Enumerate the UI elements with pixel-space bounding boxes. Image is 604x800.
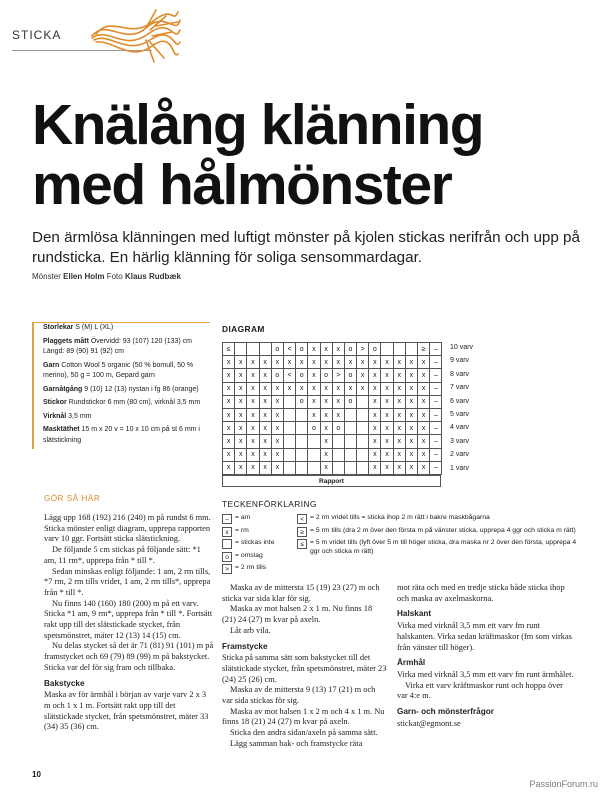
chart-cell: x [308, 408, 320, 421]
chart-cell: x [235, 448, 247, 461]
chart-cell: x [235, 435, 247, 448]
chart-cell: x [247, 395, 259, 408]
chart-cell: x [405, 448, 417, 461]
chart-cell [283, 435, 295, 448]
instructions-column-2 [222, 583, 388, 750]
chart-cell: x [223, 461, 235, 474]
spec-label: Garn [43, 361, 60, 369]
spec-item [43, 323, 210, 334]
chart-cell: x [418, 369, 430, 382]
chart-cell: x [235, 395, 247, 408]
chart-cell: x [223, 422, 235, 435]
chart-cell: x [381, 408, 393, 421]
chart-cell: o [296, 395, 308, 408]
spec-label: Storlekar [43, 324, 74, 331]
chart-cell: ≤ [223, 343, 235, 356]
chart-cell: < [283, 369, 295, 382]
chart-cell: x [369, 382, 381, 395]
legend-text: = am [235, 514, 251, 521]
chart-cell: x [320, 435, 332, 448]
spec-text: Övervidd: 93 (107) 120 (133) cm Längd: 89 (90) 91 (92) cm [43, 337, 193, 355]
yarn-skein-icon [86, 6, 184, 66]
credit-pattern-label: Mönster [32, 272, 61, 281]
legend-symbol: < [297, 514, 307, 524]
legend-row [297, 539, 587, 556]
chart-cell: o [296, 343, 308, 356]
chart-cell: x [332, 408, 344, 421]
chart-cell: ≥ [418, 343, 430, 356]
chart-cell: x [418, 435, 430, 448]
chart-cell: o [320, 369, 332, 382]
chart-cell: x [296, 356, 308, 369]
chart-row-label: 2 varv [450, 451, 470, 459]
subheading: Ärmhål [397, 658, 426, 668]
paragraph: Sedan minskas enligt följande: 1 am, 2 rm tills, *7 rm, 2 rm tills vridet, 1 am, 2 rm tills*, upprepa från * till *. [44, 566, 211, 597]
paragraph: Virka med virknål 3,5 mm ett varv fm runt halskanten. Virka sedan kräftmaskor (fm som virkas från vänster till höger). [397, 621, 572, 652]
chart-cell: x [308, 395, 320, 408]
chart-cell: x [381, 395, 393, 408]
chart-cell: x [271, 395, 283, 408]
chart-row-label: 6 varv [450, 397, 470, 405]
chart-row-label: 1 varv [450, 464, 470, 472]
chart-cell: x [369, 435, 381, 448]
spec-text: Rundstickor 6 mm (80 cm), virknål 3,5 mm [66, 399, 201, 406]
chart-cell: – [430, 422, 442, 435]
chart-cell: – [430, 395, 442, 408]
chart-cell: x [271, 435, 283, 448]
chart-cell [357, 461, 369, 474]
chart-cell: o [271, 343, 283, 356]
chart-cell: o [308, 422, 320, 435]
chart-cell [344, 408, 356, 421]
legend-symbol: o [222, 552, 232, 562]
chart-cell: x [405, 461, 417, 474]
legend-left [222, 514, 292, 577]
chart-cell: x [332, 382, 344, 395]
subheading: Bakstycke [44, 678, 85, 688]
chart-cell [308, 448, 320, 461]
chart-cell: x [381, 382, 393, 395]
chart-cell: x [369, 461, 381, 474]
chart-cell: x [308, 369, 320, 382]
chart-cell: x [418, 395, 430, 408]
chart-cell [332, 435, 344, 448]
chart-cell: x [418, 448, 430, 461]
paragraph: Låt arb vila. [230, 625, 271, 635]
page-number: 10 [32, 770, 41, 779]
spec-label: Garnåtgång [43, 385, 83, 393]
chart-cell: x [332, 395, 344, 408]
chart-cell: x [320, 395, 332, 408]
spec-text: 15 m x 20 v = 10 x 10 cm på st 6 mm i slätstickning [43, 426, 200, 444]
chart-cell: o [332, 422, 344, 435]
chart-cell: x [418, 408, 430, 421]
chart-cell: x [332, 343, 344, 356]
chart-cell: > [357, 343, 369, 356]
chart-cell [283, 422, 295, 435]
chart-row [223, 382, 442, 395]
legend-title: TECKENFÖRKLARING [222, 499, 317, 509]
chart-cell: x [381, 422, 393, 435]
chart-cell: x [381, 461, 393, 474]
chart-cell: x [259, 382, 271, 395]
paragraph: Maska av de mittersta 9 (13) 17 (21) m och var sida stickas för sig. [222, 685, 376, 706]
chart-cell [296, 422, 308, 435]
chart-row-label: 3 varv [450, 437, 470, 445]
chart-cell: x [320, 422, 332, 435]
chart-cell: x [393, 461, 405, 474]
chart-cell: x [381, 448, 393, 461]
chart-cell: x [320, 461, 332, 474]
paragraph: Maska av mot halsen 1 x 2 m och 4 x 1 m. Nu finns 18 (21) 24 (27) m kvar på axeln. [222, 706, 385, 727]
chart-cell [308, 461, 320, 474]
chart-cell: x [405, 408, 417, 421]
chart-cell [332, 461, 344, 474]
chart-row-label: 8 varv [450, 370, 470, 378]
chart-cell [332, 448, 344, 461]
chart-cell: x [405, 356, 417, 369]
chart-cell: x [247, 448, 259, 461]
subheading: Halskant [397, 609, 432, 619]
chart-cell: x [271, 382, 283, 395]
chart-cell: x [223, 408, 235, 421]
chart-cell: x [247, 422, 259, 435]
chart-row [223, 461, 442, 474]
spec-item [43, 361, 210, 382]
chart-cell: x [235, 408, 247, 421]
paragraph: Lägg upp 168 (192) 216 (240) m på rundst 6 mm. Sticka mönster enligt diagram, upprepa rapporten varv 10 ggr. Fortsätt sticka slätstickning. [44, 513, 211, 544]
chart-cell: x [418, 422, 430, 435]
chart-cell [283, 395, 295, 408]
chart-cell: x [405, 395, 417, 408]
chart-cell: x [320, 343, 332, 356]
chart-cell: x [332, 356, 344, 369]
spec-item [43, 412, 210, 423]
chart-cell [393, 343, 405, 356]
page-title: Knälång klänning med hålmönster [32, 93, 484, 217]
chart-cell: x [393, 422, 405, 435]
chart-cell: x [223, 369, 235, 382]
chart-cell [247, 343, 259, 356]
chart-row-label: 9 varv [450, 357, 470, 365]
chart-cell: x [344, 356, 356, 369]
legend-row [297, 514, 587, 524]
chart-row [223, 369, 442, 382]
chart-cell [296, 408, 308, 421]
chart-cell [296, 435, 308, 448]
chart-cell: x [259, 422, 271, 435]
diagram-title: DIAGRAM [222, 324, 265, 334]
legend-symbol: ≥ [297, 527, 307, 537]
chart-cell: o [296, 369, 308, 382]
specs-box [32, 323, 210, 449]
spec-text: S (M) L (XL) [73, 324, 114, 331]
chart-cell: x [235, 422, 247, 435]
chart-cell: x [271, 356, 283, 369]
legend-row [297, 527, 587, 537]
chart-cell: x [369, 369, 381, 382]
chart-cell: x [369, 395, 381, 408]
chart-cell: < [283, 343, 295, 356]
chart-cell: x [235, 369, 247, 382]
section-label: STICKA [12, 28, 62, 42]
chart-cell: x [393, 356, 405, 369]
chart-cell: x [259, 408, 271, 421]
chart-cell: x [393, 395, 405, 408]
paragraph: Maska av för ärmhål i början av varje varv 2 x 3 m och 1 x 1 m. Fortsätt rakt upp till det slätstickade stycket, från spetsmönstret, mäter 33 (34) 35 (36) cm. [44, 690, 209, 732]
chart-cell: x [223, 356, 235, 369]
chart-cell [344, 461, 356, 474]
chart-cell: x [369, 448, 381, 461]
chart-cell [296, 461, 308, 474]
chart-cell [283, 448, 295, 461]
chart-row [223, 408, 442, 421]
chart-row-label: 10 varv [450, 344, 473, 351]
chart-cell: x [405, 369, 417, 382]
chart-row-label: 7 varv [450, 384, 470, 392]
subheading: Framstycke [222, 641, 268, 651]
chart-cell: x [393, 408, 405, 421]
chart-cell: x [271, 448, 283, 461]
chart-cell: x [223, 448, 235, 461]
chart-cell: x [247, 461, 259, 474]
chart-cell: x [235, 461, 247, 474]
paragraph: Virka ett varv kräftmaskor runt och hoppa över var 4:e m. [397, 680, 563, 701]
chart-cell: x [259, 461, 271, 474]
spec-label: Plaggets mått [43, 337, 89, 345]
chart-row [223, 343, 442, 356]
chart-cell: x [247, 369, 259, 382]
legend-row [222, 527, 292, 537]
chart-cell: – [430, 369, 442, 382]
chart-cell: o [271, 369, 283, 382]
paragraph: stickat@egmont.se [397, 718, 461, 728]
spec-item [43, 398, 210, 409]
chart-cell: x [259, 356, 271, 369]
chart-cell: x [393, 382, 405, 395]
legend-row [222, 539, 292, 549]
chart-cell: x [271, 422, 283, 435]
chart-cell [357, 422, 369, 435]
chart-cell: x [308, 356, 320, 369]
chart-cell [344, 422, 356, 435]
legend-symbol: > [222, 564, 232, 574]
legend-symbol: – [222, 514, 232, 524]
paragraph: Maska av de mittersta 15 (19) 23 (27) m och sticka var sida klar för sig. [222, 583, 380, 603]
spec-item [43, 385, 210, 396]
legend-text: = 2 rm tills [235, 564, 267, 571]
chart-cell: x [223, 395, 235, 408]
chart-cell: x [308, 382, 320, 395]
chart-cell: x [369, 422, 381, 435]
chart-cell: x [405, 435, 417, 448]
chart-cell: x [308, 343, 320, 356]
chart-cell [259, 343, 271, 356]
chart-cell: x [283, 382, 295, 395]
chart-cell [357, 435, 369, 448]
chart-cell: o [344, 369, 356, 382]
chart-cell: x [247, 382, 259, 395]
spec-label: Masktäthet [43, 426, 80, 433]
chart-cell: x [271, 461, 283, 474]
legend-symbol: ≤ [297, 539, 307, 549]
chart-cell: x [320, 448, 332, 461]
chart-cell: x [247, 356, 259, 369]
chart-rapport: Rapport [222, 475, 441, 487]
chart-cell: x [357, 356, 369, 369]
chart-cell: – [430, 461, 442, 474]
chart-cell: x [393, 369, 405, 382]
chart-row [223, 395, 442, 408]
chart-cell: o [369, 343, 381, 356]
spec-text: Cotton Wool 5 organic (50 % bomull, 50 % merino), 50 g = 100 m, Gepard garn [43, 361, 194, 379]
chart-cell [344, 435, 356, 448]
legend-text: = 5 m vridet tills (lyft över 5 m till höger sticka, dra maska nr 2 över den första, upprepa 4 ggr och sticka m rätt) [310, 539, 577, 555]
paragraph: Maska av mot halsen 2 x 1 m. Nu finns 18 (21) 24 (27) m kvar på axeln. [222, 604, 373, 625]
subheading: Garn- och mönsterfrågor [397, 707, 494, 717]
chart-cell: x [223, 435, 235, 448]
chart-cell: x [247, 435, 259, 448]
paragraph: mot räta och med en tredje sticka både sticka ihop och maska av axelmaskorna. [397, 583, 565, 603]
legend-text: = stickas inte [235, 539, 275, 546]
paragraph: Sticka den andra sidan/axeln på samma sätt. [230, 728, 378, 738]
paragraph: Nu finns 140 (160) 180 (200) m på ett varv. Sticka *1 am, 9 rm*, upprepa från * till *. Fortsätt rakt upp till det slätstickade stycket, från spetsmönstret, mäter 12 (13) 14 (15) cm. [44, 598, 213, 640]
chart-cell [357, 395, 369, 408]
chart-cell: – [430, 356, 442, 369]
chart-cell [296, 448, 308, 461]
chart-cell: > [332, 369, 344, 382]
chart-cell: x [393, 435, 405, 448]
chart-cell: x [344, 382, 356, 395]
spec-item [43, 337, 210, 358]
paragraph: De följande 5 cm stickas på följande sätt: *1 am, 11 rm*, upprepa från * till *. [44, 545, 201, 565]
legend-text: = 5 rm tills (dra 2 m över den första m på vänster sticka, upprepa 4 ggr och sticka m rätt) [310, 526, 576, 534]
legend-symbol [222, 539, 232, 549]
chart-cell: – [430, 448, 442, 461]
chart-cell: x [235, 356, 247, 369]
chart-cell: x [357, 382, 369, 395]
chart-cell: x [259, 448, 271, 461]
paragraph: Lägg samman bak- och framstycke räta [230, 738, 363, 748]
instructions-heading: GÖR SÅ HÄR [44, 494, 101, 503]
spec-text: 3,5 mm [66, 412, 92, 420]
chart-cell: x [369, 356, 381, 369]
legend-row [222, 564, 292, 574]
chart-cell: – [430, 382, 442, 395]
chart-cell [283, 408, 295, 421]
chart-cell: – [430, 435, 442, 448]
spec-label: Stickor [43, 399, 67, 406]
chart-row-label: 5 varv [450, 411, 470, 418]
chart-row [223, 356, 442, 369]
chart-cell: x [283, 356, 295, 369]
chart-cell: – [430, 343, 442, 356]
chart-cell [381, 343, 393, 356]
knitting-chart [222, 342, 442, 475]
chart-cell [283, 461, 295, 474]
instructions-column-1 [44, 513, 214, 733]
chart-cell: x [320, 382, 332, 395]
paragraph: Nu delas stycket så det är 71 (81) 91 (101) m på framstycket och 69 (79) 89 (99) m på bakstycket. Sticka var del för sig fram och tillbaka. [44, 641, 214, 672]
legend-row [222, 514, 292, 524]
chart-cell: x [405, 382, 417, 395]
credits [32, 272, 181, 281]
legend-symbol: x [222, 527, 232, 537]
chart-cell: x [418, 382, 430, 395]
legend-text: = rm [235, 526, 249, 534]
chart-cell: x [405, 422, 417, 435]
chart-cell: x [418, 356, 430, 369]
chart-cell: x [247, 408, 259, 421]
paragraph: Virka med virknål 3,5 mm ett varv fm runt ärmhålet. [397, 669, 574, 679]
chart-cell: x [223, 382, 235, 395]
spec-label: Virknål [43, 412, 67, 420]
chart-cell: x [381, 435, 393, 448]
chart-cell: x [259, 369, 271, 382]
chart-cell: x [357, 369, 369, 382]
chart-cell [235, 343, 247, 356]
chart-cell [357, 448, 369, 461]
chart-cell: – [430, 408, 442, 421]
chart-row [223, 448, 442, 461]
watermark: PassionForum.ru [529, 779, 598, 789]
chart-cell: x [259, 435, 271, 448]
legend-right [297, 514, 587, 559]
chart-cell [308, 435, 320, 448]
chart-cell [405, 343, 417, 356]
chart-cell: x [418, 461, 430, 474]
lead-paragraph: Den ärmlösa klänningen med luftigt mönster på kjolen stickas nerifrån och upp på rundsticka. En härlig klänning för soliga sensommardagar. [32, 229, 580, 266]
chart-cell [344, 448, 356, 461]
chart-cell: x [259, 395, 271, 408]
paragraph: Sticka på samma sätt som bakstycket till det slätstickade stycket, från spetsmönstret, mäter 23 (24) 25 (26) cm. [222, 653, 387, 684]
chart-cell: x [381, 369, 393, 382]
credit-photo-label: Foto [106, 272, 123, 281]
chart-cell: x [381, 356, 393, 369]
credit-pattern-name: Ellen Holm [63, 272, 105, 281]
chart-cell: x [393, 448, 405, 461]
chart-cell: o [344, 343, 356, 356]
legend-text: = omslag [235, 551, 263, 559]
credit-photo-name: Klaus Rudbæk [124, 272, 181, 281]
spec-item [43, 425, 210, 446]
chart-cell: x [320, 356, 332, 369]
chart-cell [357, 408, 369, 421]
chart-row [223, 422, 442, 435]
chart-row [223, 435, 442, 448]
chart-row-label: 4 varv [450, 424, 470, 432]
chart-cell: x [296, 382, 308, 395]
chart-cell: x [369, 408, 381, 421]
chart-cell: o [344, 395, 356, 408]
spec-text: 9 (10) 12 (13) nystan i fg 86 (orange) [82, 385, 199, 393]
legend-text: = 2 rm vridet tills = sticka ihop 2 m rätt i bakre maskbågarna [310, 514, 490, 521]
chart-cell: x [235, 382, 247, 395]
chart-cell: x [320, 408, 332, 421]
instructions-column-3 [397, 583, 575, 729]
chart-cell: x [271, 408, 283, 421]
legend-row [222, 552, 292, 562]
